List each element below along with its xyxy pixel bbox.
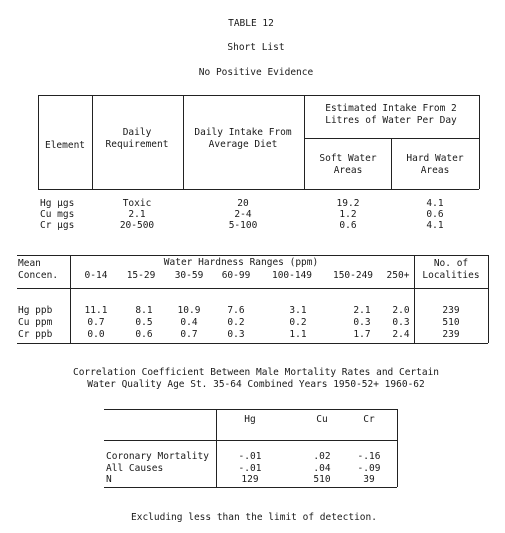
soft-cell: 1.2 bbox=[339, 209, 357, 220]
localities-cell: 239 bbox=[442, 305, 460, 316]
value-cell: 1.7 bbox=[353, 329, 371, 340]
value-cell: 8.1 bbox=[135, 305, 153, 316]
correlation-title: Correlation Coefficient Between Male Mortality Rates and Certain bbox=[72, 367, 440, 378]
value-cell: 2.0 bbox=[392, 305, 410, 316]
range-header: 60-99 bbox=[221, 270, 251, 281]
value-cell: 129 bbox=[241, 474, 259, 485]
value-cell: 2.4 bbox=[392, 329, 410, 340]
row-label: N bbox=[106, 474, 112, 485]
value-cell: 11.1 bbox=[84, 305, 108, 316]
rule bbox=[17, 255, 488, 256]
header-water: Litres of Water Per Day bbox=[325, 115, 457, 126]
header-hard: Areas bbox=[420, 165, 450, 176]
rule bbox=[38, 189, 479, 190]
value-cell: 0.0 bbox=[87, 329, 105, 340]
value-cell: .02 bbox=[313, 451, 331, 462]
rule bbox=[38, 95, 39, 189]
rule bbox=[17, 343, 488, 344]
value-cell: 0.4 bbox=[180, 317, 198, 328]
column-header: Hg bbox=[244, 414, 256, 425]
rule bbox=[70, 255, 71, 343]
header-diet: Daily Intake From bbox=[194, 127, 292, 138]
value-cell: -.16 bbox=[357, 451, 381, 462]
value-cell: 510 bbox=[313, 474, 331, 485]
requirement-cell: 20-500 bbox=[119, 220, 155, 231]
hard-cell: 0.6 bbox=[426, 209, 444, 220]
value-cell: 0.3 bbox=[227, 329, 245, 340]
row-label: Coronary Mortality bbox=[106, 451, 209, 462]
row-label: Cu ppm bbox=[18, 317, 53, 328]
rule bbox=[216, 409, 217, 487]
rule bbox=[104, 409, 397, 410]
header-hardness: Water Hardness Ranges (ppm) bbox=[163, 257, 319, 268]
header-localities: No. of bbox=[433, 258, 469, 269]
rule bbox=[488, 255, 489, 343]
value-cell: 0.7 bbox=[180, 329, 198, 340]
value-cell: .04 bbox=[313, 463, 331, 474]
range-header: 150-249 bbox=[332, 270, 374, 281]
footnote: Excluding less than the limit of detection. bbox=[131, 512, 377, 523]
correlation-title: Water Quality Age St. 35-64 Combined Years 1950-52+ 1960-62 bbox=[87, 379, 425, 390]
rule bbox=[104, 487, 397, 488]
rule bbox=[38, 95, 479, 96]
value-cell: 0.3 bbox=[353, 317, 371, 328]
requirement-cell: 2.1 bbox=[128, 209, 146, 220]
element-cell: Cu mgs bbox=[40, 209, 75, 220]
table-subtitle: Short List bbox=[227, 42, 285, 53]
range-header: 15-29 bbox=[126, 270, 156, 281]
diet-cell: 2-4 bbox=[234, 209, 252, 220]
header-hard: Hard Water bbox=[406, 153, 464, 164]
rule bbox=[479, 95, 480, 189]
range-header: 30-59 bbox=[174, 270, 204, 281]
diet-cell: 5-100 bbox=[228, 220, 258, 231]
localities-cell: 510 bbox=[442, 317, 460, 328]
range-header: 0-14 bbox=[84, 270, 108, 281]
rule bbox=[92, 95, 93, 189]
header-element: Element bbox=[44, 140, 86, 151]
row-label: Hg ppb bbox=[18, 305, 53, 316]
header-soft: Soft Water bbox=[319, 153, 377, 164]
hard-cell: 4.1 bbox=[426, 198, 444, 209]
rule bbox=[183, 95, 184, 189]
table-note: No Positive Evidence bbox=[198, 67, 314, 78]
value-cell: 0.6 bbox=[135, 329, 153, 340]
header-daily-req: Daily bbox=[122, 127, 152, 138]
header-water: Estimated Intake From 2 bbox=[325, 103, 457, 114]
value-cell: 0.5 bbox=[135, 317, 153, 328]
soft-cell: 0.6 bbox=[339, 220, 357, 231]
range-header: 100-149 bbox=[271, 270, 313, 281]
hard-cell: 4.1 bbox=[426, 220, 444, 231]
header-daily-req: Requirement bbox=[105, 139, 169, 150]
value-cell: 0.2 bbox=[227, 317, 245, 328]
element-cell: Cr µgs bbox=[40, 220, 75, 231]
value-cell: 7.6 bbox=[227, 305, 245, 316]
rule bbox=[104, 440, 397, 441]
column-header: Cu bbox=[316, 414, 328, 425]
rule bbox=[17, 288, 488, 289]
header-soft: Areas bbox=[333, 165, 363, 176]
header-mean: Concen. bbox=[18, 270, 59, 281]
rule bbox=[391, 138, 392, 189]
element-cell: Hg µgs bbox=[40, 198, 75, 209]
value-cell: -.01 bbox=[238, 463, 262, 474]
requirement-cell: Toxic bbox=[122, 198, 152, 209]
header-mean: Mean bbox=[18, 258, 41, 269]
rule bbox=[397, 409, 398, 487]
value-cell: -.01 bbox=[238, 451, 262, 462]
column-header: Cr bbox=[363, 414, 375, 425]
soft-cell: 19.2 bbox=[336, 198, 360, 209]
value-cell: 1.1 bbox=[289, 329, 307, 340]
value-cell: 3.1 bbox=[289, 305, 307, 316]
value-cell: 2.1 bbox=[353, 305, 371, 316]
header-localities: Localities bbox=[422, 270, 480, 281]
row-label: All Causes bbox=[106, 463, 164, 474]
value-cell: 0.3 bbox=[392, 317, 410, 328]
table-number: TABLE 12 bbox=[228, 18, 274, 29]
rule bbox=[414, 255, 415, 343]
value-cell: 0.7 bbox=[87, 317, 105, 328]
value-cell: 0.2 bbox=[289, 317, 307, 328]
value-cell: -.09 bbox=[357, 463, 381, 474]
localities-cell: 239 bbox=[442, 329, 460, 340]
value-cell: 39 bbox=[363, 474, 375, 485]
value-cell: 10.9 bbox=[177, 305, 201, 316]
diet-cell: 20 bbox=[237, 198, 249, 209]
row-label: Cr ppb bbox=[18, 329, 53, 340]
rule bbox=[304, 95, 305, 189]
header-diet: Average Diet bbox=[208, 139, 278, 150]
range-header: 250+ bbox=[386, 270, 410, 281]
